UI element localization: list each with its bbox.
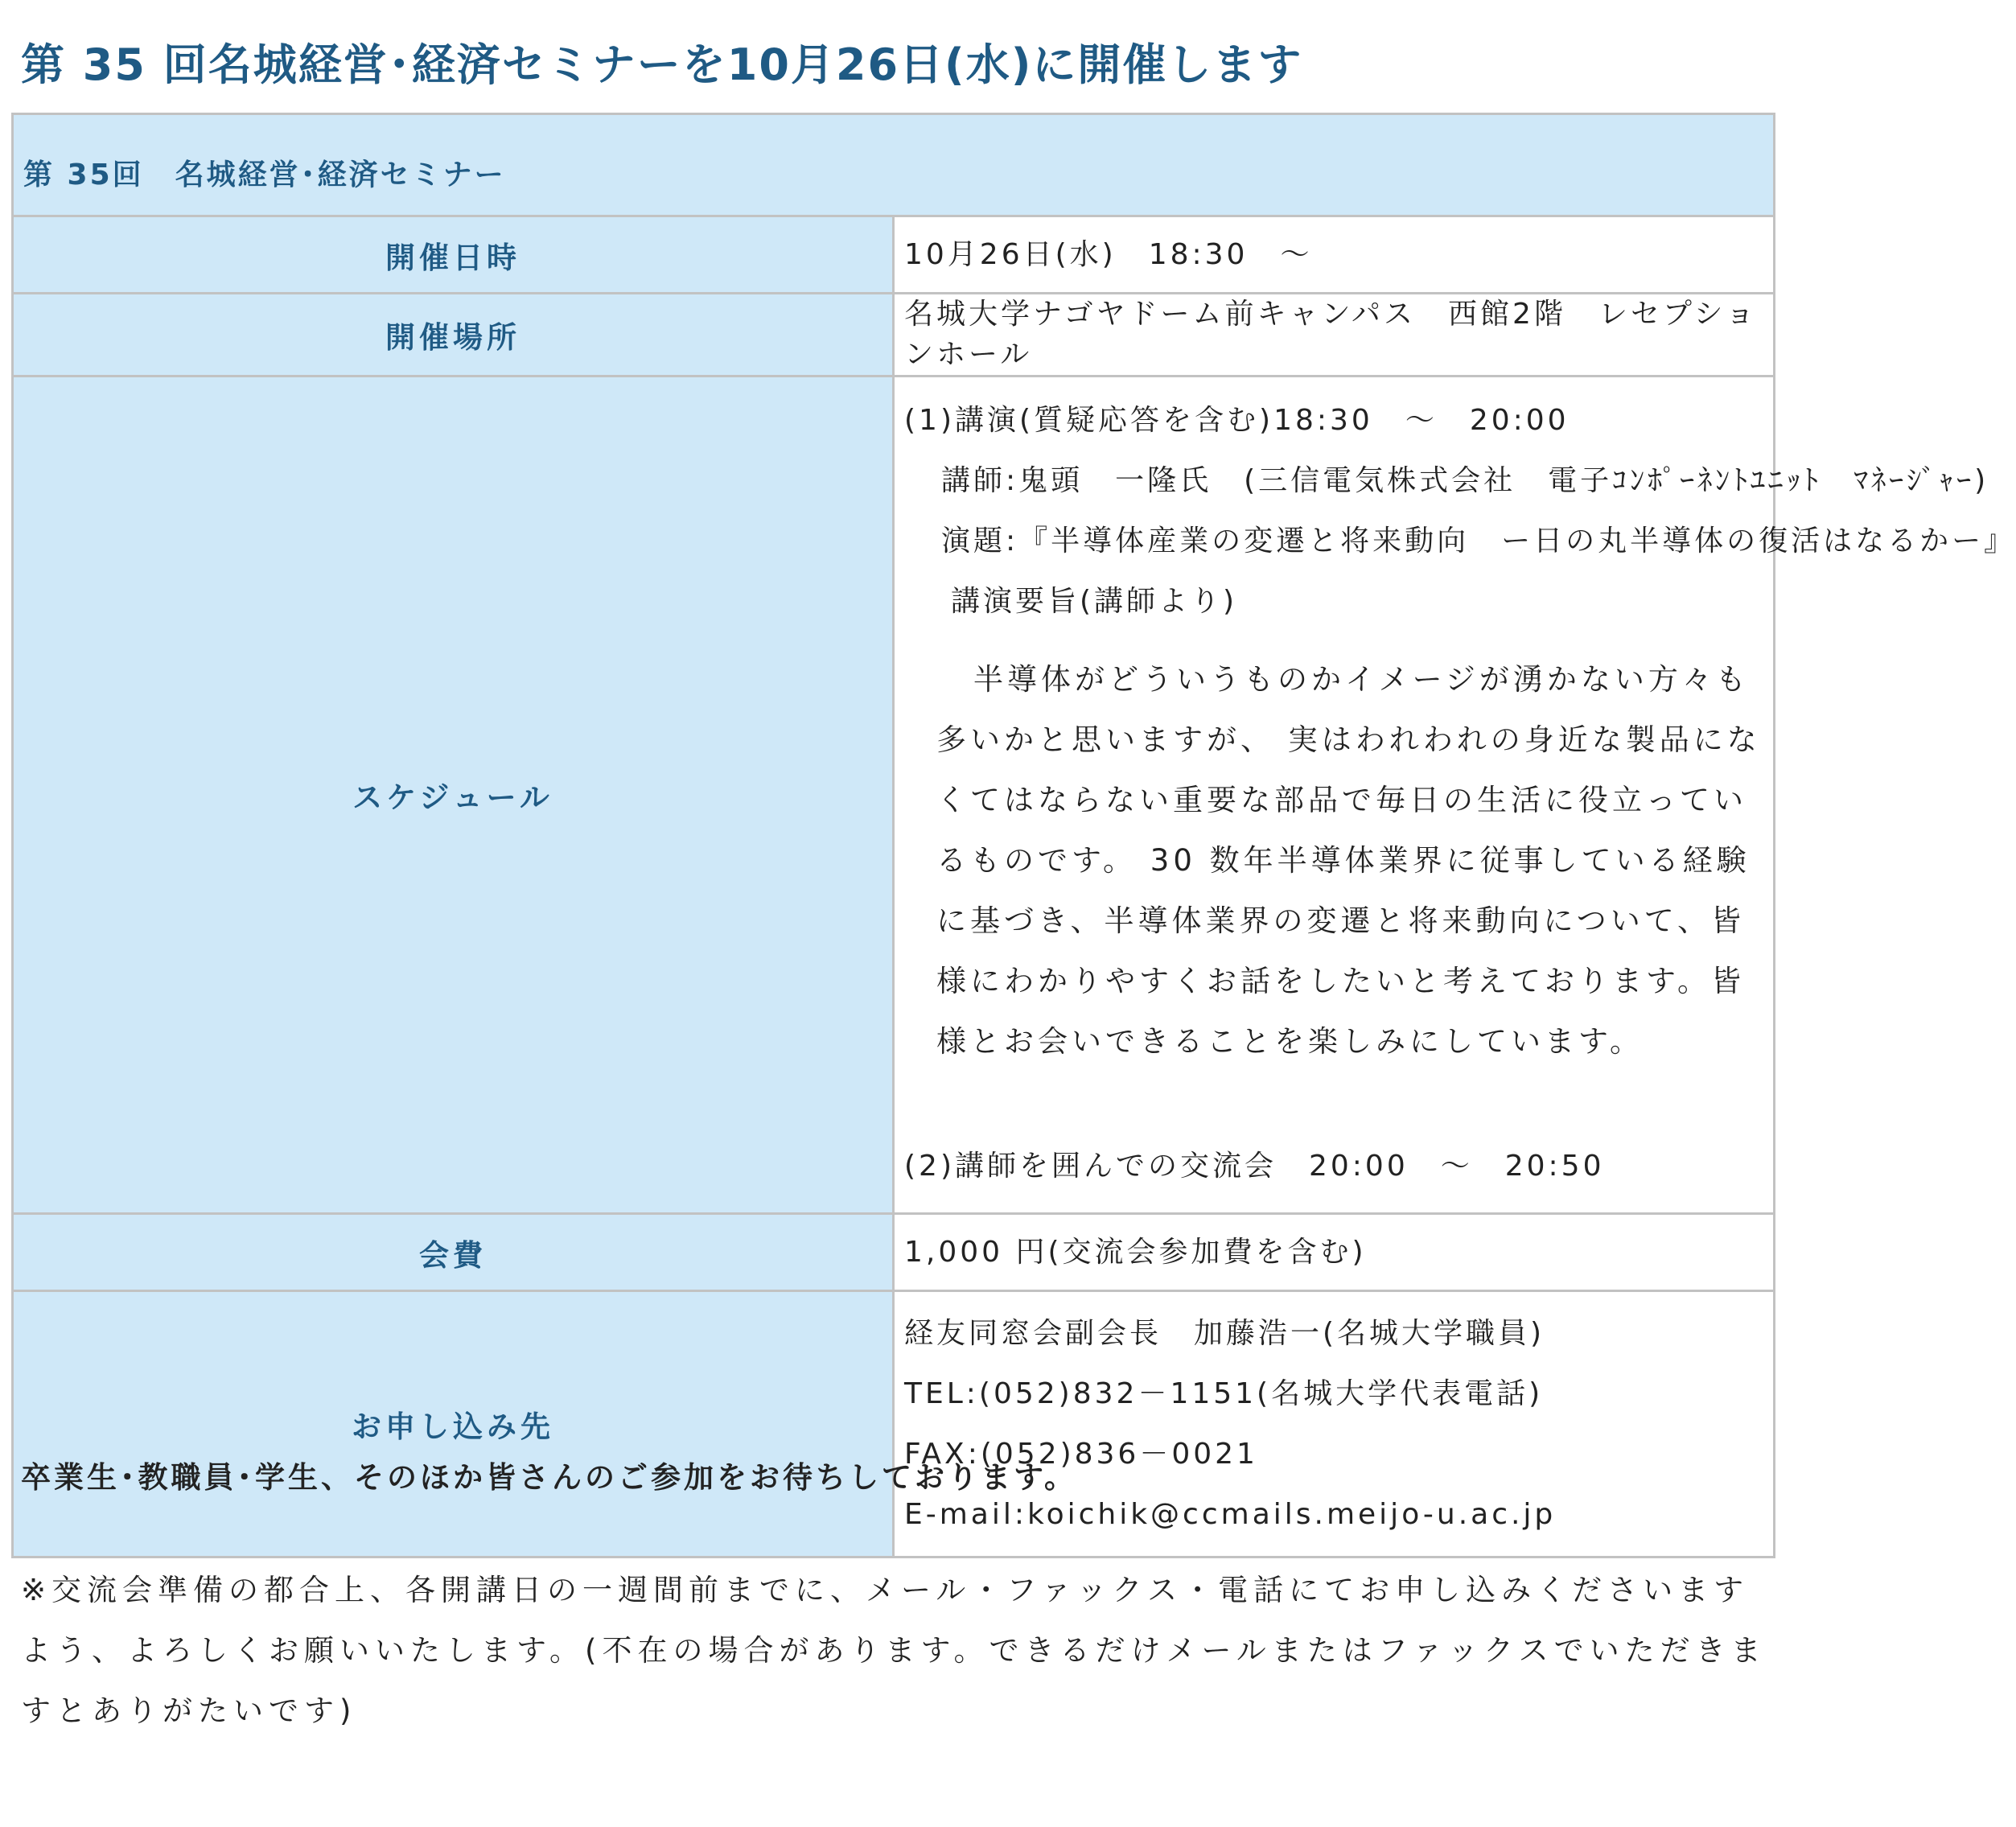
lecture-summary-text: 半導体がどういうものかイメージが湧かない方々も多いかと思いますが、 実はわれわれの身近な製品になくてはならない重要な部品で毎日の生活に役立っているものです。 30 数年半導体業界に従事している経験に基づき、半導体業界の変遷と将来動向について、皆様にわかりやすくお話をしたいと考えております。皆様とお会いできることを楽しみにしています。 bbox=[936, 662, 1761, 1059]
table-row-fee bbox=[13, 1214, 1775, 1291]
topic-line: 演題:『半導体産業の変遷と将来動向 ー日の丸半導体の復活はなるかー』 bbox=[941, 525, 2016, 558]
table-caption: 第 35回 名城経営･経済セミナー bbox=[13, 114, 1775, 216]
summary-heading: 講演要旨(講師より) bbox=[951, 585, 1238, 618]
schedule-spacer bbox=[904, 1072, 1763, 1136]
exchange-line: (2)講師を囲んでの交流会 20:00 ～ 20:50 bbox=[904, 1150, 1605, 1183]
table-row-datetime bbox=[13, 216, 1775, 294]
contact-label: お申し込み先 bbox=[13, 1291, 894, 1557]
seminar-info-table bbox=[11, 113, 2016, 1558]
contact-person: 経友同窓会副会長 加藤浩一(名城大学職員) bbox=[904, 1317, 1545, 1350]
schedule-value bbox=[894, 377, 2016, 1214]
page-title: 第 35 回名城経営･経済セミナーを10月26日(水)に開催します bbox=[21, 39, 1303, 91]
contact-email[interactable]: E-mail:koichik@ccmails.meijo-u.ac.jp bbox=[904, 1498, 1557, 1531]
table-row-contact bbox=[13, 1291, 1775, 1557]
fee-value: 1,000 円(交流会参加費を含む) bbox=[894, 1214, 1775, 1291]
lecture-line: (1)講演(質疑応答を含む)18:30 ～ 20:00 bbox=[904, 404, 1570, 437]
datetime-value: 10月26日(水) 18:30 ～ bbox=[894, 216, 1775, 294]
datetime-label: 開催日時 bbox=[13, 216, 894, 294]
application-note: ※交流会準備の都合上、各開講日の一週間前までに、メール・ファックス・電話にてお申し込みくださいますよう、よろしくお願いいたします。(不在の場合があります。できるだけメールまたはファックスでいただきますとありがたいです) bbox=[21, 1573, 1767, 1728]
schedule-label: スケジュール bbox=[13, 377, 894, 1214]
contact-fax: FAX:(052)836－0021 bbox=[904, 1438, 1258, 1471]
speaker-line: 講師:鬼頭 一隆氏 (三信電気株式会社 電子ｺﾝﾎﾟｰﾈﾝﾄﾕﾆｯﾄ ﾏﾈｰｼﾞｬｰ) bbox=[941, 464, 1989, 497]
table-row-venue bbox=[13, 294, 1775, 377]
venue-label: 開催場所 bbox=[13, 294, 894, 377]
contact-tel: TEL:(052)832－1151(名城大学代表電話) bbox=[904, 1377, 1544, 1410]
invitation-text: 卒業生･教職員･学生、そのほか皆さんのご参加をお待ちしております。 bbox=[21, 1460, 1078, 1495]
table-caption-row bbox=[13, 114, 1775, 216]
contact-value bbox=[894, 1291, 1775, 1557]
table-row-schedule bbox=[13, 377, 1775, 1214]
fee-label: 会費 bbox=[13, 1214, 894, 1291]
venue-value: 名城大学ナゴヤドーム前キャンパス 西館2階 レセプションホール bbox=[894, 294, 1775, 377]
